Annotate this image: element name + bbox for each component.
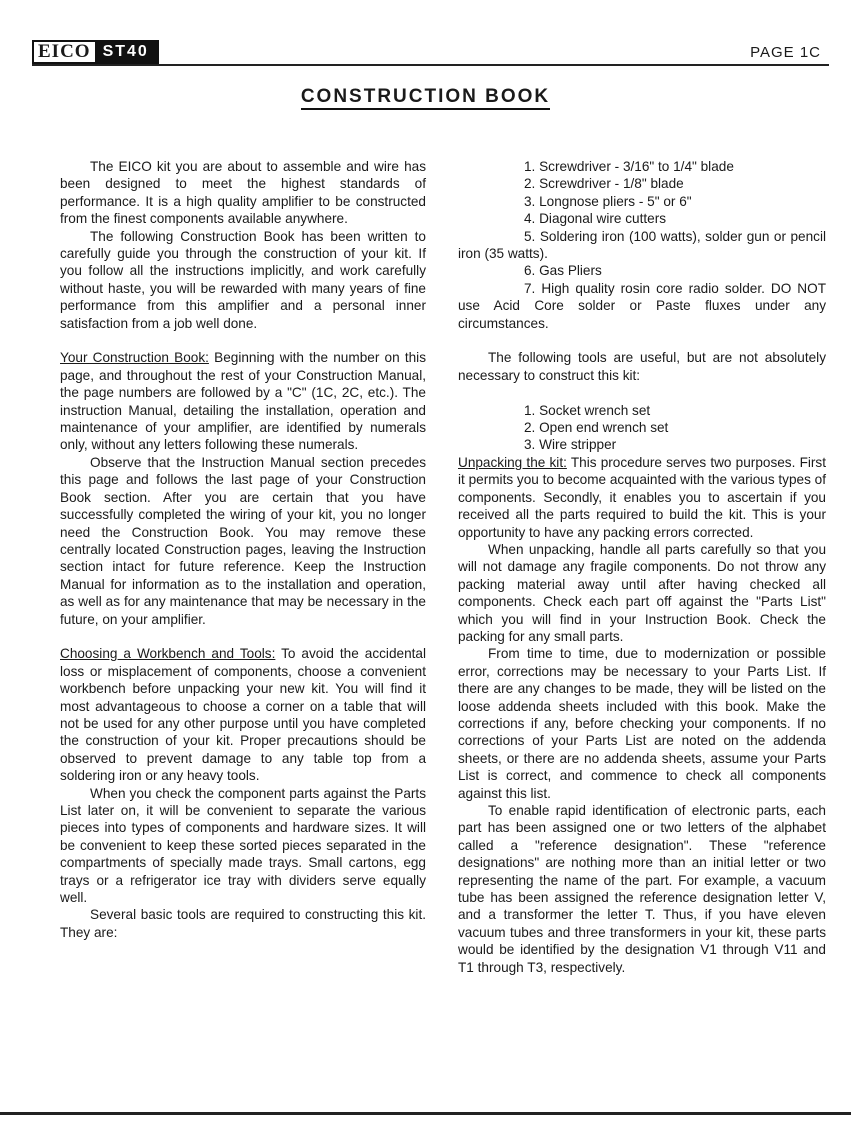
reference-designation-paragraph: To enable rapid identification of electronic parts, each part has been assigned one or two letters of the alphabet called a "reference designation". These "reference designations" are nothing more than an initial letter or two representing the name of the part. For example, a vacuum tube has been assigned the reference designation letter V, and a transformer the letter T. Thus, if you have eleven vacuum tubes and three transformers in your kit, these parts would be identified by the designation V1 through V11 and T1 through T3, respectively.: [458, 803, 826, 975]
list-item: 1. Socket wrench set: [524, 402, 651, 418]
section-text: To avoid the accidental loss or misplacement of components, choose a convenient workbench before unpacking your new kit. You will find it most advantageous to choose a corner on a table that will not be used for any other purpose until you have completed the construction of your kit. Proper precautions should be observed to prevent damage to any table top from a soldering iron or any heavy tools.: [60, 646, 426, 784]
unpacking-section: [458, 454, 826, 541]
list-item: 3. Wire stripper: [524, 437, 617, 453]
section-text: This procedure serves two purposes. First it permits you to become acquainted with the various types of components. Secondly, it enables you to ascertain if you received all the parts required to build the kit. This is your opportunity to have any packing errors corrected.: [458, 454, 826, 540]
list-item: 5. Soldering iron (100 watts), solder gun or pencil iron (35 watts).: [458, 228, 826, 262]
page-number: PAGE 1C: [750, 44, 821, 61]
your-construction-book-section: [60, 349, 426, 453]
right-column: [458, 158, 826, 976]
list-item: 3. Longnose pliers - 5" or 6": [524, 193, 692, 209]
header-rule: [32, 64, 829, 66]
title-text: CONSTRUCTION BOOK: [301, 86, 550, 110]
logo-brand: EICO: [38, 41, 91, 62]
list-item: 2. Screwdriver - 1/8" blade: [524, 176, 684, 192]
section-heading: Choosing a Workbench and Tools:: [60, 646, 276, 662]
list-item: 2. Open end wrench set: [524, 420, 669, 436]
page-title: [0, 86, 851, 108]
useful-tools-paragraph: The following tools are useful, but are not absolutely necessary to construct this kit:: [458, 350, 826, 383]
list-item: 6. Gas Pliers: [524, 263, 602, 279]
section-heading: Unpacking the kit:: [458, 454, 567, 470]
sorting-paragraph: When you check the component parts against the Parts List later on, it will be convenient to separate the various pieces into types of components and hardware sizes. It will be convenient to keep these sorted pieces separated in the compartments of specially made trays. Small cartons, egg trays or a refrigerator ice tray with dividers serve equally well.: [60, 785, 426, 906]
tools-intro-paragraph: Several basic tools are required to constructing this kit. They are:: [60, 907, 426, 940]
corrections-paragraph: From time to time, due to modernization or possible error, corrections may be necessary to your Parts List. If there are any changes to be made, they will be listed on the loose addenda sheets included with this book. Make the corrections if any, before checking your components. If no corrections of your Parts List are noted on the addenda sheets, or there are no addenda sheets, assume your Parts List is correct, and commence to check all components against this list.: [458, 646, 826, 801]
left-column: [60, 158, 426, 941]
list-item: 7. High quality rosin core radio solder. DO NOT use Acid Core solder or Paste fluxes under any circumstances.: [458, 280, 826, 331]
list-item: 4. Diagonal wire cutters: [524, 211, 667, 227]
eico-logo: [32, 40, 159, 64]
unpacking-care-paragraph: When unpacking, handle all parts carefully so that you will not damage any fragile components. Do not throw any packing material away until after having checked all components. Check each part off against the "Parts List" which you will find in your Instruction Book. Check the packing for any small parts.: [458, 541, 826, 644]
section-text: Beginning with the number on this page, and throughout the rest of your Construction Manual, the page numbers are followed by a "C" (1C, 2C, etc.). The instruction Manual, detailing the installation, operation and maintenance of your amplifier, are identified by numerals only, without any letters following these numerals.: [60, 350, 426, 453]
section-heading: Your Construction Book:: [60, 350, 209, 366]
workbench-section: [60, 645, 426, 784]
list-item: 1. Screwdriver - 3/16" to 1/4" blade: [524, 159, 734, 174]
logo-model: ST40: [95, 42, 157, 62]
construction-book-paragraph: The following Construction Book has been written to carefully guide you through the construction of your kit. If you follow all the instructions implicitly, and work carefully without haste, you will be rewarded with many years of fine performance from this amplifier and a personal inner satisfaction from a job well done.: [60, 228, 426, 331]
instruction-manual-paragraph: Observe that the Instruction Manual section precedes this page and follows the last page of your Construction Book section. After you are certain that you have successfully completed the wiring of your kit, you no longer need the Construction Book. You may remove these centrally located Construction pages, leaving the Instruction section intact for future reference. Keep the Instruction Manual for information as to the installation and operation, as well as for any maintenance that may be necessary in the future, on your amplifier.: [60, 454, 426, 627]
intro-paragraph: The EICO kit you are about to assemble and wire has been designed to meet the highest standards of performance. It is a high quality amplifier to be constructed from the finest components available anywhere.: [60, 159, 426, 227]
page-bottom-edge: [0, 1112, 851, 1115]
